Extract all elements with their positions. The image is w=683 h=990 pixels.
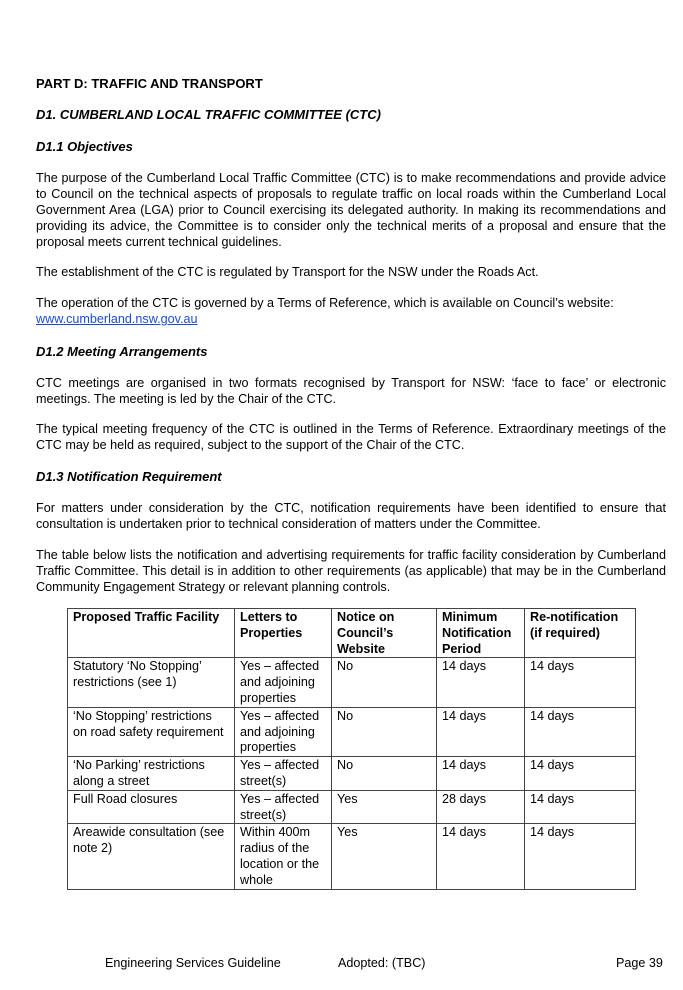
notification-paragraph-2: The table below lists the notification and advertising requirements for traffic facility consideration by Cumberland Traffic Committee. This detail is in addition to other requirements (as applicable) that may be in the Cumberland Community Engagement Strategy or relevant planning controls.	[36, 548, 666, 594]
table-cell: Yes – affected street(s)	[235, 757, 332, 791]
council-website-link[interactable]: www.cumberland.nsw.gov.au	[36, 312, 198, 326]
meeting-paragraph-1: CTC meetings are organised in two formats recognised by Transport for NSW: ‘face to face’ or electronic meetings. The meeting is led by the Chair of the CTC.	[36, 376, 666, 406]
table-cell: Yes – affected and adjoining properties	[235, 658, 332, 707]
footer-adoption-status: Adopted: (TBC)	[338, 956, 426, 970]
table-header-row	[68, 609, 636, 658]
table-cell: Yes	[332, 824, 437, 889]
table-cell: Areawide consultation (see note 2)	[68, 824, 235, 889]
table-cell: No	[332, 707, 437, 756]
part-title: PART D: TRAFFIC AND TRANSPORT	[36, 76, 263, 91]
table-row	[68, 757, 636, 791]
table-cell: No	[332, 658, 437, 707]
table-cell: 14 days	[525, 790, 636, 824]
notification-requirements-table	[67, 608, 636, 890]
table-cell: Within 400m radius of the location or the whole	[235, 824, 332, 889]
table-cell: 14 days	[437, 757, 525, 791]
table-cell: 14 days	[525, 707, 636, 756]
column-header-letters: Letters to Properties	[235, 609, 332, 658]
table-cell: ‘No Parking’ restrictions along a street	[68, 757, 235, 791]
meeting-paragraph-2: The typical meeting frequency of the CTC is outlined in the Terms of Reference. Extraordinary meetings of the CTC may be held as required, subject to the support of the Chair of the CTC.	[36, 422, 666, 452]
table-cell: 14 days	[525, 824, 636, 889]
table-cell: Yes	[332, 790, 437, 824]
section-title-d1: D1. CUMBERLAND LOCAL TRAFFIC COMMITTEE (CTC)	[36, 107, 381, 122]
table-cell: Yes – affected street(s)	[235, 790, 332, 824]
table-cell: 14 days	[525, 757, 636, 791]
notification-paragraph-1: For matters under consideration by the CTC, notification requirements have been identified to ensure that consultation is undertaken prior to technical consideration of matters under the Committee.	[36, 501, 666, 531]
subsection-title-notification: D1.3 Notification Requirement	[36, 469, 222, 484]
objectives-paragraph-1: The purpose of the Cumberland Local Traffic Committee (CTC) is to make recommendations and provide advice to Council on the technical aspects of proposals to regulate traffic on local roads within the Cumberland Local Government Area (LGA) prior to Council exercising its delegated authority. In making its recommendations and providing its advice, the Committee is to consider only the technical merits of a proposal and ensure that the proposal meets current technical guidelines.	[36, 171, 666, 249]
column-header-min-period: Minimum Notification Period	[437, 609, 525, 658]
table-row	[68, 658, 636, 707]
column-header-website-notice: Notice on Council’s Website	[332, 609, 437, 658]
objectives-paragraph-2: The establishment of the CTC is regulated by Transport for the NSW under the Roads Act.	[36, 265, 539, 279]
footer-document-name: Engineering Services Guideline	[105, 956, 281, 970]
table-row	[68, 707, 636, 756]
table-cell: Yes – affected and adjoining properties	[235, 707, 332, 756]
subsection-title-objectives: D1.1 Objectives	[36, 139, 133, 154]
table-cell: 14 days	[437, 707, 525, 756]
column-header-renotification: Re-notification (if required)	[525, 609, 636, 658]
table-cell: 28 days	[437, 790, 525, 824]
table-cell: ‘No Stopping’ restrictions on road safety requirement	[68, 707, 235, 756]
table-cell: 14 days	[437, 824, 525, 889]
table-cell: No	[332, 757, 437, 791]
column-header-facility: Proposed Traffic Facility	[68, 609, 235, 658]
table-row	[68, 790, 636, 824]
footer-page-number: Page 39	[616, 956, 663, 970]
table-cell: Statutory ‘No Stopping’ restrictions (see 1)	[68, 658, 235, 707]
table-cell: 14 days	[437, 658, 525, 707]
table-cell: 14 days	[525, 658, 636, 707]
table-row	[68, 824, 636, 889]
table-cell: Full Road closures	[68, 790, 235, 824]
objectives-paragraph-3	[36, 295, 666, 327]
subsection-title-meeting: D1.2 Meeting Arrangements	[36, 344, 208, 359]
terms-of-reference-text: The operation of the CTC is governed by a Terms of Reference, which is available on Council’s website:	[36, 296, 614, 310]
